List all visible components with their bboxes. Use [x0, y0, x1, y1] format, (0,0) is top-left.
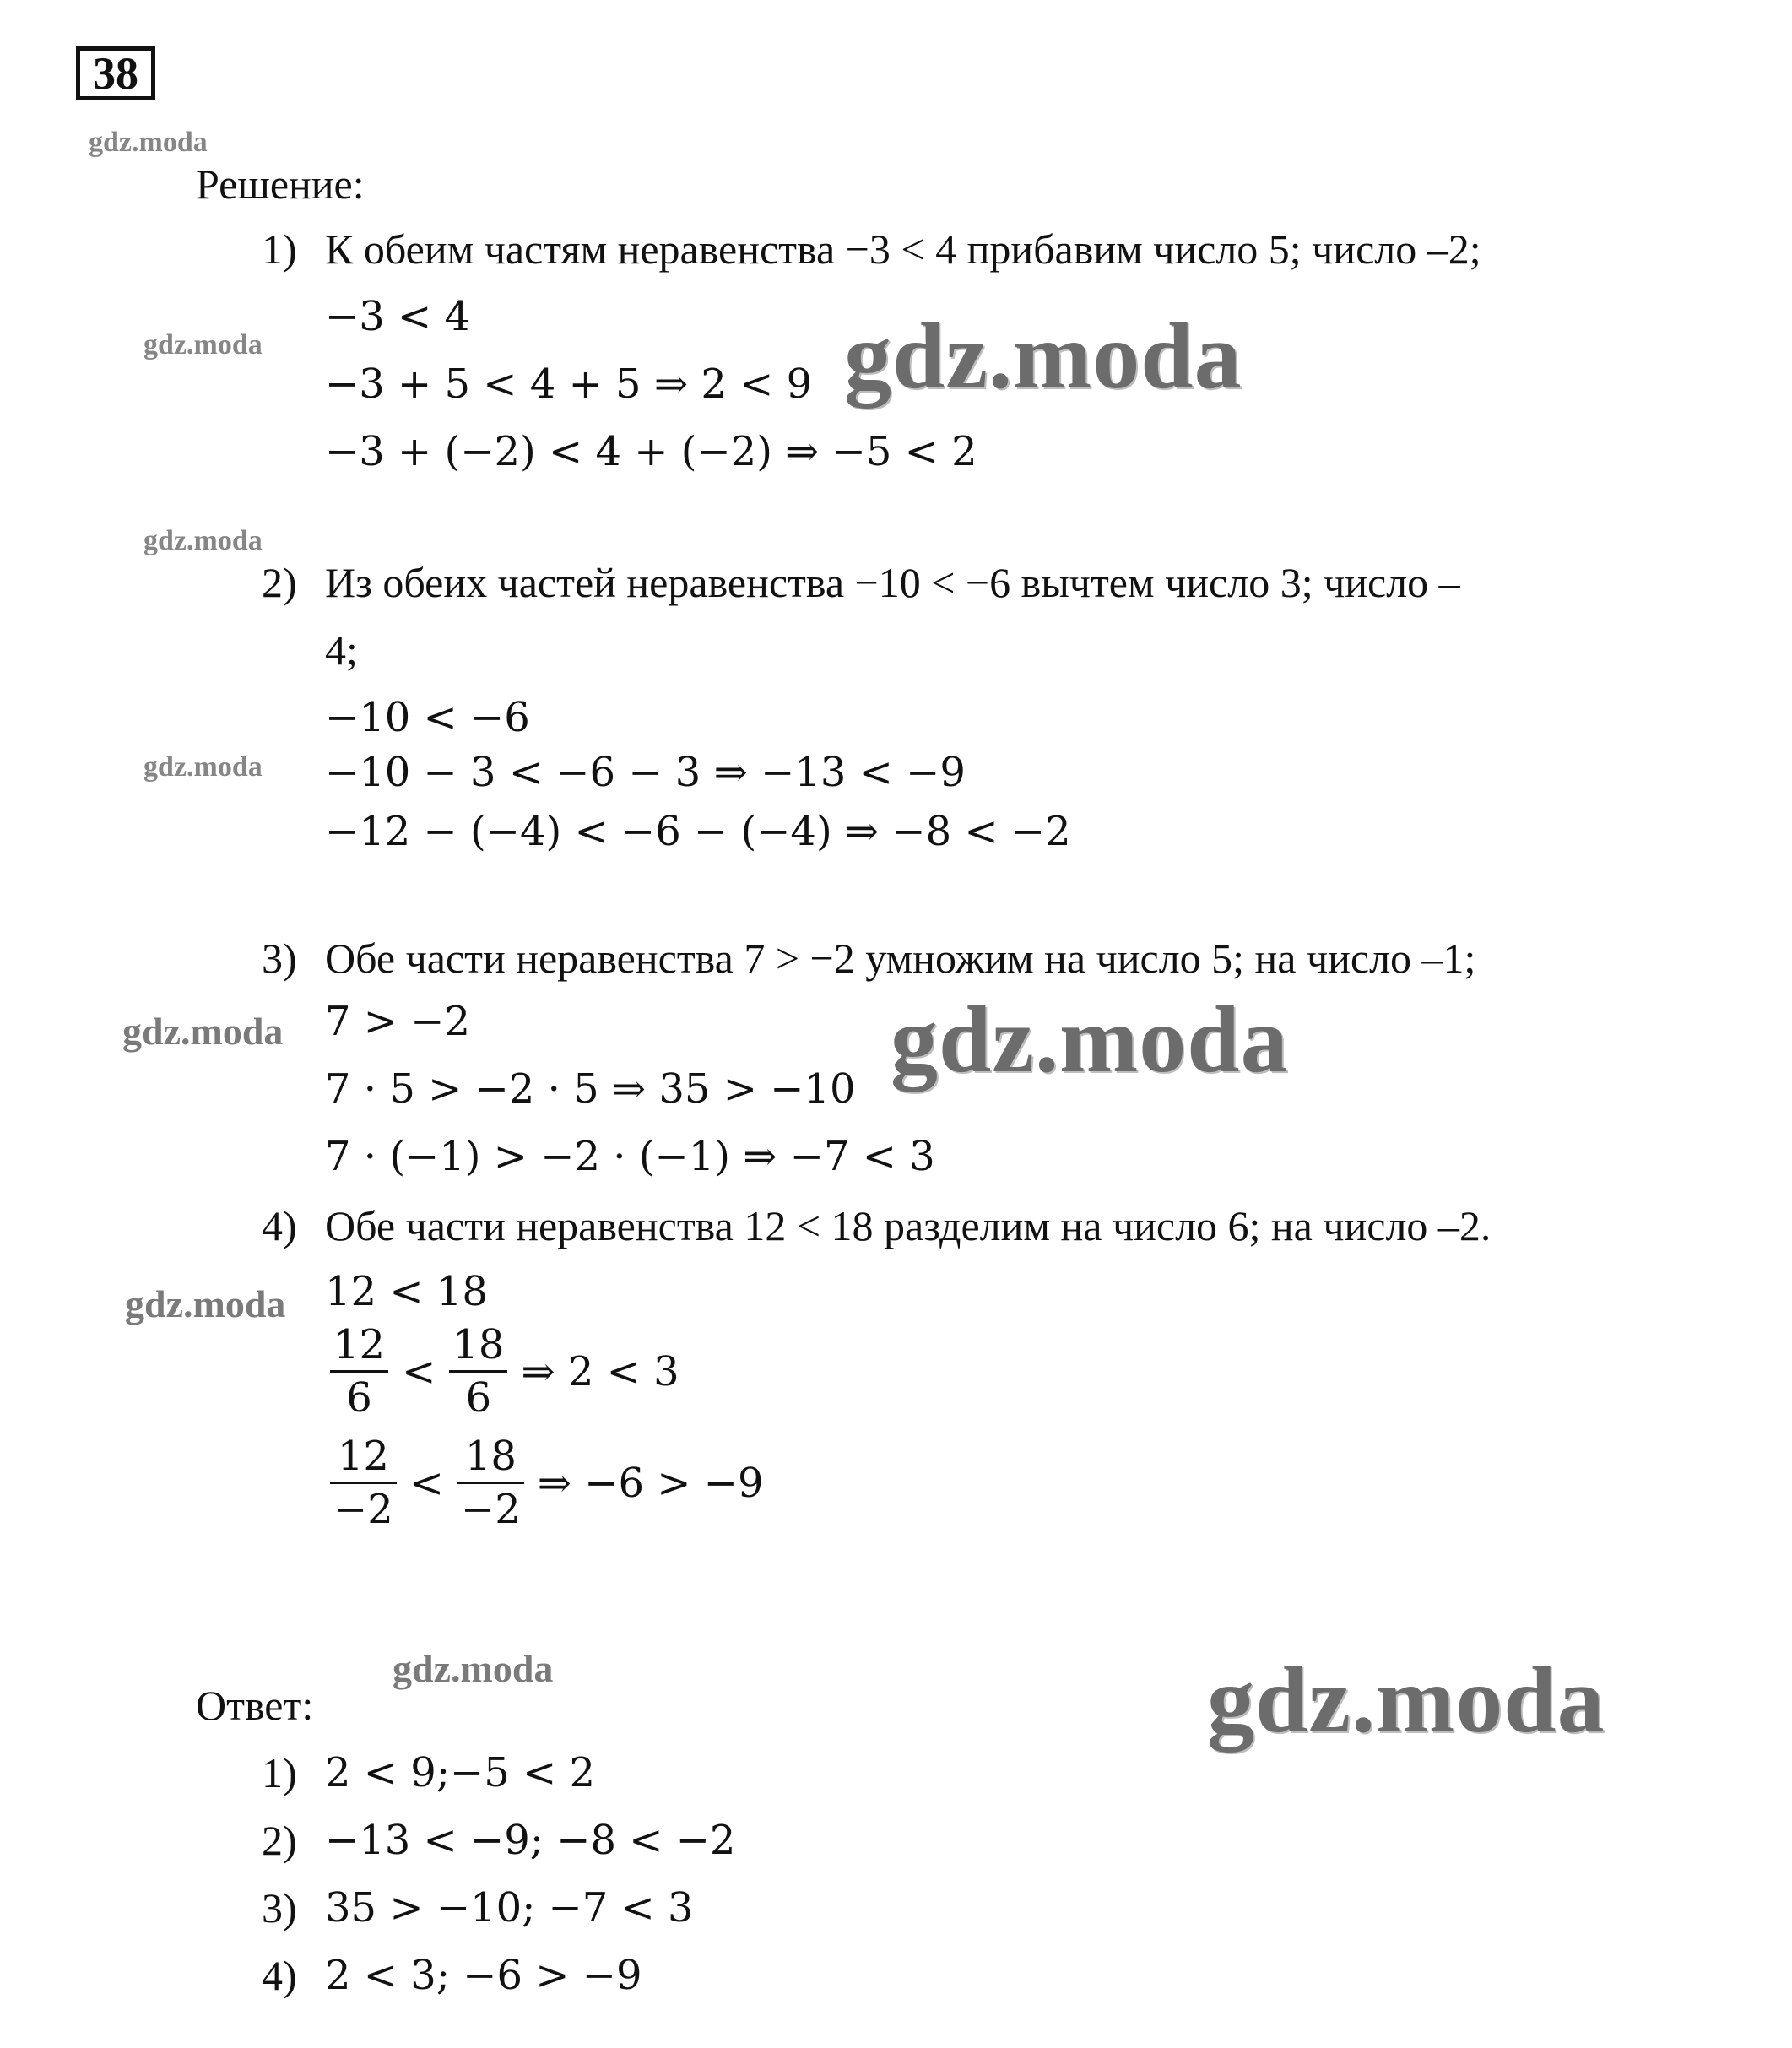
watermark-medium: gdz.moda [122, 1010, 284, 1053]
step-2-line-2: −10 − 3 < −6 − 3 ⇒ −13 < −9 [325, 749, 966, 796]
answer-3-number: 3) [262, 1884, 297, 1932]
denominator: 6 [465, 1374, 492, 1422]
fraction [449, 1319, 507, 1423]
step-3-line-3: 7 · (−1) > −2 · (−1) ⇒ −7 < 3 [325, 1133, 935, 1180]
step-3-line-2: 7 · 5 > −2 · 5 ⇒ 35 > −10 [325, 1065, 856, 1113]
watermark-medium: gdz.moda [393, 1647, 554, 1690]
step-1-number: 1) [262, 225, 297, 273]
step-1-text: К обеим частям неравенства −3 < 4 прибавим число 5; число –2; [325, 225, 1481, 273]
denominator: −2 [460, 1486, 521, 1533]
denominator: −2 [333, 1486, 393, 1533]
answer-2-number: 2) [262, 1817, 297, 1864]
step-1-line-1: −3 < 4 [325, 293, 471, 340]
step-1-line-2: −3 + 5 < 4 + 5 ⇒ 2 < 9 [325, 360, 813, 408]
step-3-text: Обе части неравенства 7 > −2 умножим на число 5; на число –1; [325, 935, 1476, 982]
fraction [330, 1319, 388, 1423]
step-2-line-1: −10 < −6 [325, 694, 530, 741]
relation-sign: < [409, 1459, 444, 1507]
relation-sign: < [402, 1347, 436, 1395]
answer-3-text: 35 > −10; −7 < 3 [325, 1884, 694, 1932]
step-4-fraction-line-2 [325, 1431, 771, 1535]
step-4-fraction-line-1 [325, 1319, 688, 1423]
watermark-small: gdz.moda [143, 751, 263, 783]
fraction [457, 1431, 524, 1535]
numerator: 12 [337, 1433, 389, 1480]
problem-number: 38 [76, 46, 155, 100]
step-3-line-1: 7 > −2 [325, 998, 471, 1045]
watermark-large: gdz.moda [1207, 1648, 1605, 1753]
answer-4-number: 4) [262, 1952, 297, 1999]
answer-1-text: 2 < 9;−5 < 2 [325, 1749, 596, 1796]
numerator: 18 [464, 1433, 517, 1480]
numerator: 18 [452, 1321, 505, 1368]
watermark-small: gdz.moda [143, 525, 263, 556]
watermark-large: gdz.moda [844, 304, 1242, 409]
fraction [330, 1431, 397, 1535]
answer-1-number: 1) [262, 1749, 297, 1796]
denominator: 6 [346, 1374, 372, 1422]
answer-heading: Ответ: [196, 1682, 314, 1729]
solution-heading: Решение: [196, 160, 365, 208]
step-2-text: Из обеих частей неравенства −10 < −6 вычтем число 3; число – [325, 559, 1460, 606]
step-1-line-3: −3 + (−2) < 4 + (−2) ⇒ −5 < 2 [325, 428, 977, 475]
answer-4-text: 2 < 3; −6 > −9 [325, 1952, 642, 1999]
step-2-text-continued: 4; [325, 626, 358, 674]
step-2-number: 2) [262, 559, 297, 606]
step-4-line-1: 12 < 18 [325, 1268, 488, 1315]
answer-2-text: −13 < −9; −8 < −2 [325, 1817, 736, 1864]
step-2-line-3: −12 − (−4) < −6 − (−4) ⇒ −8 < −2 [325, 808, 1071, 855]
step-3-number: 3) [262, 935, 297, 982]
fraction-result: ⇒ 2 < 3 [521, 1347, 679, 1395]
step-4-number: 4) [262, 1202, 297, 1249]
watermark-small: gdz.moda [143, 329, 263, 360]
numerator: 12 [333, 1321, 386, 1368]
fraction-result: ⇒ −6 > −9 [537, 1459, 764, 1507]
step-4-text: Обе части неравенства 12 < 18 разделим на число 6; на число –2. [325, 1202, 1492, 1249]
watermark-medium: gdz.moda [125, 1282, 286, 1325]
watermark-large: gdz.moda [891, 988, 1289, 1092]
watermark-small: gdz.moda [89, 127, 208, 158]
